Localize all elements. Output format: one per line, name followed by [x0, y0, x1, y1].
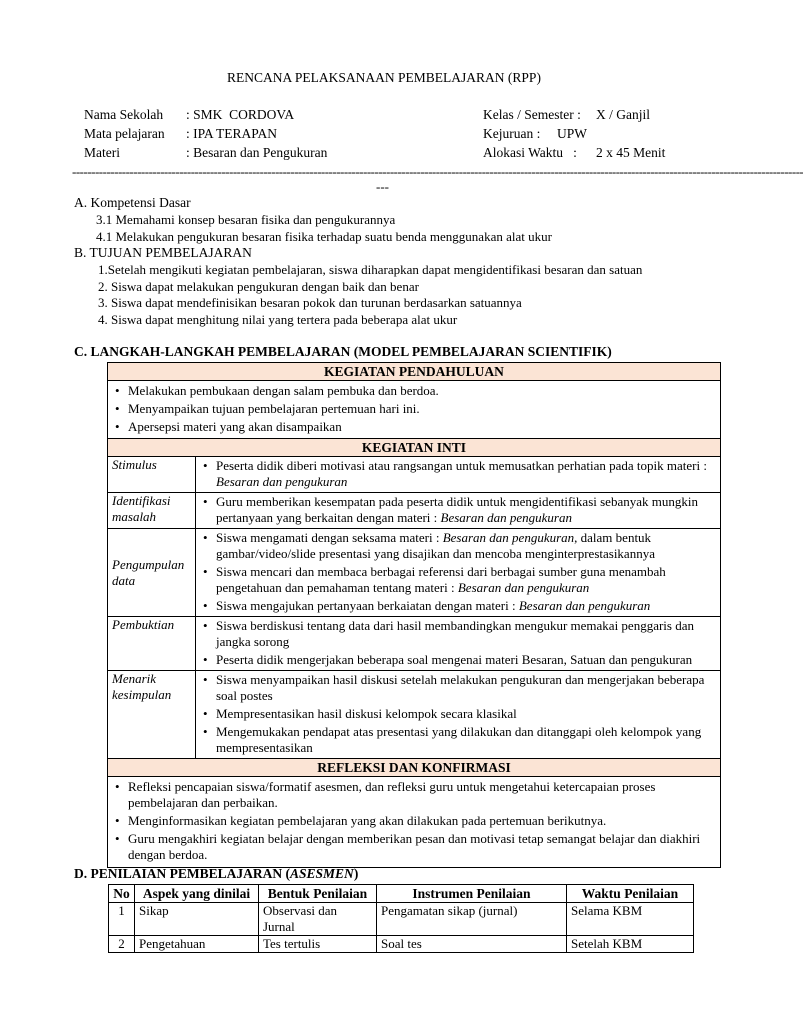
list-item: • Siswa mengajukan pertanyaan berkaiatan dengan materi : Besaran dan pengukuran: [216, 598, 716, 614]
table-cell: Selama KBM: [567, 903, 694, 936]
stage-label: Menarik kesimpulan: [108, 671, 196, 759]
class-value: X / Ganjil: [596, 107, 650, 122]
section-b-heading: B. TUJUAN PEMBELAJARAN: [74, 245, 252, 260]
pendahuluan-cell: [108, 381, 721, 439]
table-row: [108, 457, 721, 493]
table-cell: Pengamatan sikap (jurnal): [377, 903, 567, 936]
list-item: • Peserta didik diberi motivasi atau rangsangan untuk memusatkan perhatian pada topik materi : Besaran dan pengukuran: [216, 458, 716, 490]
list-item: • Mempresentasikan hasil diskusi kelompok secara klasikal: [216, 706, 716, 722]
divider-line: -----------------------------------------------------------------------------------------------------------------------------------------------------------------------------------------------: [72, 164, 803, 179]
list-item: • Siswa mengamati dengan seksama materi : Besaran dan pengukuran, dalam bentuk gambar/video/slide presentasi yang disajikan dan mencoba menginterprestasikannya: [216, 530, 716, 562]
stage-label: Stimulus: [108, 457, 196, 493]
table-header-row: [109, 885, 694, 903]
table-cell: Observasi dan Jurnal: [259, 903, 377, 936]
class-label: Kelas / Semester :: [483, 107, 581, 122]
major-value: UPW: [557, 126, 587, 141]
refleksi-cell: [108, 777, 721, 868]
refleksi-list: [112, 779, 716, 863]
list-item: • Peserta didik mengerjakan beberapa soal mengenai materi Besaran, Satuan dan pengukuran: [216, 652, 716, 668]
list-item: • Menyampaikan tujuan pembelajaran pertemuan hari ini.: [128, 401, 716, 417]
pendahuluan-list: [112, 383, 716, 435]
subject-label: Mata pelajaran: [84, 126, 165, 141]
pendahuluan-band: KEGIATAN PENDAHULUAN: [108, 363, 721, 381]
refleksi-band: REFLEKSI DAN KONFIRMASI: [108, 759, 721, 777]
table-row: [108, 617, 721, 671]
table-row: [108, 529, 721, 617]
column-header: No: [109, 885, 135, 903]
section-a-heading: A. Kompetensi Dasar: [74, 195, 191, 210]
table-cell: 2: [109, 936, 135, 953]
learning-steps-table: [107, 362, 721, 868]
time-label: Alokasi Waktu :: [483, 145, 577, 160]
material-label: Materi: [84, 145, 120, 160]
stage-label: Pembuktian: [108, 617, 196, 671]
list-item: • Apersepsi materi yang akan disampaikan: [128, 419, 716, 435]
column-header: Aspek yang dinilai: [135, 885, 259, 903]
objective-item: 4. Siswa dapat menghitung nilai yang tertera pada beberapa alat ukur: [98, 312, 458, 327]
table-cell: Soal tes: [377, 936, 567, 953]
inti-band: KEGIATAN INTI: [108, 439, 721, 457]
table-row: [108, 493, 721, 529]
table-cell: Setelah KBM: [567, 936, 694, 953]
list-item: • Siswa mencari dan membaca berbagai referensi dari berbagai sumber guna menambah pengetahuan dan pemahaman tentang materi : Besaran dan pengukuran: [216, 564, 716, 596]
objective-item: 2. Siswa dapat melakukan pengukuran dengan baik dan benar: [98, 279, 419, 294]
column-header: Bentuk Penilaian: [259, 885, 377, 903]
list-item: • Guru mengakhiri kegiatan belajar dengan memberikan pesan dan motivasi tetap semangat belajar dan diakhiri dengan berdoa.: [128, 831, 716, 863]
time-value: 2 x 45 Menit: [596, 145, 666, 160]
stage-label: Identifikasi masalah: [108, 493, 196, 529]
school-value: : SMK CORDOVA: [186, 107, 295, 122]
table-row: [109, 936, 694, 953]
major-label: Kejuruan :: [483, 126, 541, 141]
table-cell: Sikap: [135, 903, 259, 936]
section-c-heading: C. LANGKAH-LANGKAH PEMBELAJARAN (MODEL PEMBELAJARAN SCIENTIFIK): [74, 344, 612, 359]
material-value: : Besaran dan Pengukuran: [186, 145, 328, 160]
list-item: • Siswa berdiskusi tentang data dari hasil membandingkan mengukur memakai penggaris dan jangka sorong: [216, 618, 716, 650]
stage-label: Pengumpulan data: [108, 529, 196, 617]
list-item: • Menginformasikan kegiatan pembelajaran yang akan dilakukan pada pertemuan berikutnya.: [128, 813, 716, 829]
assessment-table: [108, 884, 694, 953]
column-header: Waktu Penilaian: [567, 885, 694, 903]
table-row: [108, 671, 721, 759]
subject-value: : IPA TERAPAN: [186, 126, 278, 141]
divider-tail: ---: [376, 179, 389, 194]
kd-item: 4.1 Melakukan pengukuran besaran fisika terhadap suatu benda menggunakan alat ukur: [96, 229, 552, 244]
kd-item: 3.1 Memahami konsep besaran fisika dan pengukurannya: [96, 212, 396, 227]
list-item: • Melakukan pembukaan dengan salam pembuka dan berdoa.: [128, 383, 716, 399]
table-row: [109, 903, 694, 936]
section-d-heading: D. PENILAIAN PEMBELAJARAN (ASESMEN): [74, 866, 359, 881]
table-cell: 1: [109, 903, 135, 936]
table-cell: Tes tertulis: [259, 936, 377, 953]
objective-item: 1.Setelah mengikuti kegiatan pembelajaran, siswa diharapkan dapat mengidentifikasi besaran dan satuan: [98, 262, 643, 277]
school-label: Nama Sekolah: [84, 107, 164, 122]
objective-item: 3. Siswa dapat mendefinisikan besaran pokok dan turunan berdasarkan satuannya: [98, 295, 522, 310]
document-title: RENCANA PELAKSANAAN PEMBELAJARAN (RPP): [227, 70, 541, 85]
list-item: • Mengemukakan pendapat atas presentasi yang dilakukan dan ditanggapi oleh kelompok yang mempresentasikan: [216, 724, 716, 756]
list-item: • Guru memberikan kesempatan pada peserta didik untuk mengidentifikasi sebanyak mungkin pertanyaan yang berkaitan dengan materi : Besaran dan pengukuran: [216, 494, 716, 526]
column-header: Instrumen Penilaian: [377, 885, 567, 903]
list-item: • Siswa menyampaikan hasil diskusi setelah melakukan pengukuran dan mengerjakan beberapa soal postes: [216, 672, 716, 704]
list-item: • Refleksi pencapaian siswa/formatif asesmen, dan refleksi guru untuk mengetahui ketercapaian proses pembelajaran dan perbaikan.: [128, 779, 716, 811]
table-cell: Pengetahuan: [135, 936, 259, 953]
